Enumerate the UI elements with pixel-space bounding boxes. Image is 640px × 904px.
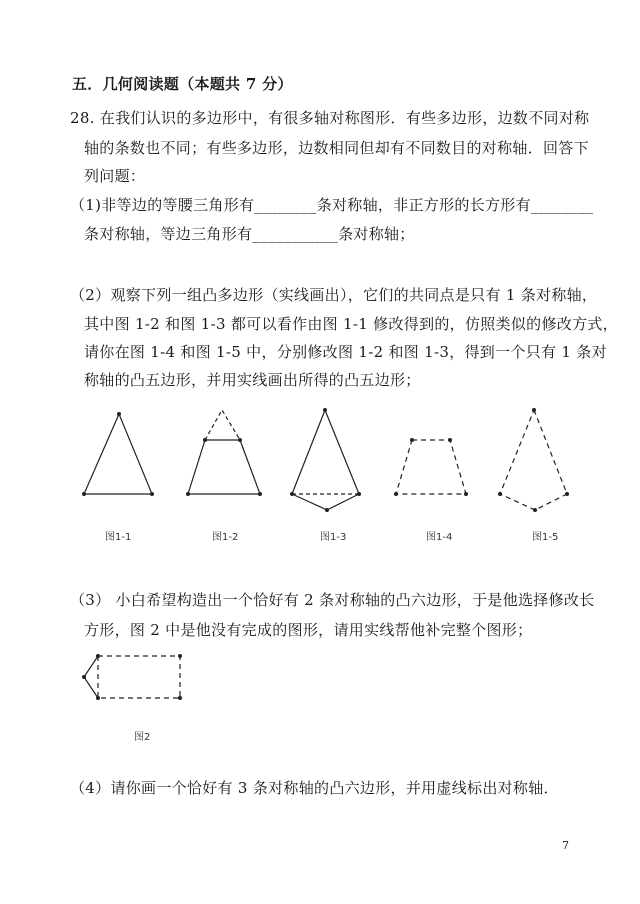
caption-fig-1-4: 图1-4 (426, 532, 453, 543)
figure-2-incomplete-hexagon (84, 656, 180, 698)
page-number: 7 (562, 839, 570, 852)
caption-fig-1-3: 图1-3 (320, 532, 347, 543)
question-intro-line-3: 列问题： (84, 167, 146, 185)
figure-1-4-dashed-trapezoid (396, 440, 466, 494)
part1-line-2: 条对称轴，等边三角形有___________条对称轴； (84, 225, 415, 243)
caption-fig-1-2: 图1-2 (212, 532, 239, 543)
part1-line-1: （1)非等边的等腰三角形有________条对称轴，非正方形的长方形有________ (70, 196, 594, 214)
part3-line-1: （3） 小白希望构造出一个恰好有 2 条对称轴的凸六边形，于是他选择修改长 (70, 591, 595, 609)
figure-1-2-trapezoid (188, 410, 260, 494)
figure-1-1-triangle (84, 414, 152, 494)
question-intro-line-1: 28. 在我们认识的多边形中，有很多轴对称图形．有些多边形，边数不同对称 (70, 109, 590, 127)
part2-line-1: （2）观察下列一组凸多边形（实线画出），它们的共同点是只有 1 条对称轴， (70, 286, 598, 304)
part2-line-3: 请你在图 1-4 和图 1-5 中，分别修改图 1-2 和图 1-3，得到一个只有 1 条对 (84, 343, 607, 361)
caption-fig-2: 图2 (134, 732, 151, 743)
figure-1-3-kite (292, 410, 359, 510)
caption-fig-1-5: 图1-5 (532, 532, 559, 543)
section-title: 五．几何阅读题（本题共 7 分） (72, 75, 293, 93)
question-intro-line-2: 轴的条数也不同；有些多边形，边数相同但却有不同数目的对称轴．回答下 (84, 139, 589, 157)
part2-line-2: 其中图 1-2 和图 1-3 都可以看作由图 1-1 修改得到的，仿照类似的修改方式， (84, 315, 618, 333)
part3-line-2: 方形，图 2 中是他没有完成的图形，请用实线帮他补完整个图形； (84, 621, 533, 639)
part2-line-4: 称轴的凸五边形，并用实线画出所得的凸五边形； (84, 371, 421, 389)
caption-fig-1-1: 图1-1 (105, 532, 132, 543)
figure-1-5-dashed-kite (500, 410, 567, 510)
part4-line-1: （4）请你画一个恰好有 3 条对称轴的凸六边形，并用虚线标出对称轴． (70, 779, 559, 797)
